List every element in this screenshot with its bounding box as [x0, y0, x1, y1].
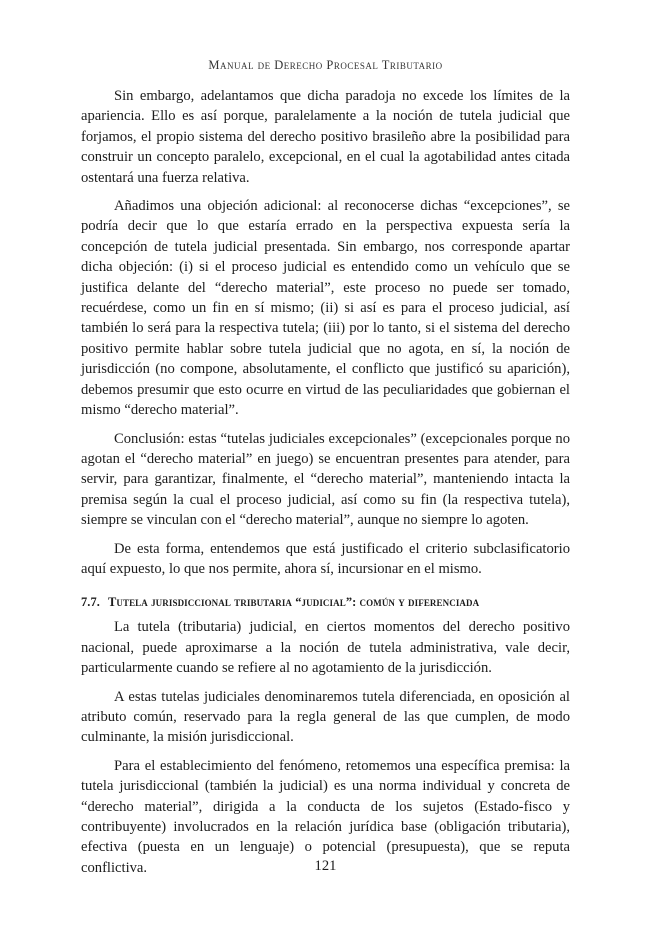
section-title: Tutela jurisdiccional tributaria “judicial”: común y diferenciada	[108, 595, 480, 610]
running-header: Manual de Derecho Procesal Tributario	[208, 58, 443, 72]
section-heading	[81, 595, 570, 610]
paragraph: Sin embargo, adelantamos que dicha paradoja no excede los límites de la apariencia. Ello es así porque, paralelamente a la noción de tutela judicial que forjamos, el propio sistema del derecho positivo brasileño abre la posibilidad para construir un concepto paralelo, excepcional, en el cual la agotabilidad antes citada ostentará una fuerza relativa.	[81, 88, 570, 186]
section-number: 7.7.	[81, 595, 100, 610]
paragraph: De esta forma, entendemos que está justificado el criterio subclasificatorio aquí expuesto, lo que nos permite, ahora sí, incursionar en el mismo.	[81, 540, 570, 577]
book-page	[81, 0, 570, 934]
paragraph: La tutela (tributaria) judicial, en ciertos momentos del derecho positivo nacional, puede aproximarse a la noción de tutela administrativa, vale decir, particularmente cuando se refiere al no agotamiento de la jurisdicción.	[81, 619, 570, 677]
paragraph: A estas tutelas judiciales denominaremos tutela diferenciada, en oposición al atributo común, reservado para la regla general de las que cumplen, de modo culminante, la misión jurisdiccional.	[81, 688, 570, 746]
paragraph: Añadimos una objeción adicional: al reconocerse dichas “excepciones”, se podría decir que lo que estaría errado en la perspectiva expuesta sería la concepción de tutela judicial presentada. Sin embargo, nos corresponde apartar dicha objeción: (i) si el proceso judicial es entendido como un vehículo que se justifica delante del “derecho material”, este proceso no puede ser tomado, recuérdese, como un fin en sí mismo; (ii) si así es para el proceso judicial, así también lo será para la respectiva tutela; (iii) por lo tanto, si el sistema del derecho positivo permite hablar sobre tutela judicial que no agota, en sí, la noción de jurisdicción (no compone, absolutamente, el conflicto que justificó su aparición), debemos presumir que esto ocurre en virtud de las peculiaridades que gobiernan el mismo “derecho material”.	[81, 198, 570, 419]
paragraph: Para el establecimiento del fenómeno, retomemos una específica premisa: la tutela jurisdiccional (también la judicial) es una norma individual y concreta de “derecho material”, dirigida a la conducta de los sujetos (Estado-fisco y contribuyente) involucrados en la relación jurídica base (obligación tributaria), efectiva (puesta en un lenguaje) o potencial (presupuesta), que se reputa conflictiva.	[81, 757, 570, 876]
paragraph: Conclusión: estas “tutelas judiciales excepcionales” (excepcionales porque no agotan el “derecho material” en juego) se encuentran presentes para atender, para servir, para garantizar, finalmente, el “derecho material”, manteniendo intacta la premisa según la cual el proceso judicial, así como su fin (la respectiva tutela), siempre se vinculan con el “derecho material”, aunque no siempre lo agoten.	[81, 430, 570, 529]
body-text	[81, 86, 570, 886]
page-number: 121	[314, 858, 337, 874]
